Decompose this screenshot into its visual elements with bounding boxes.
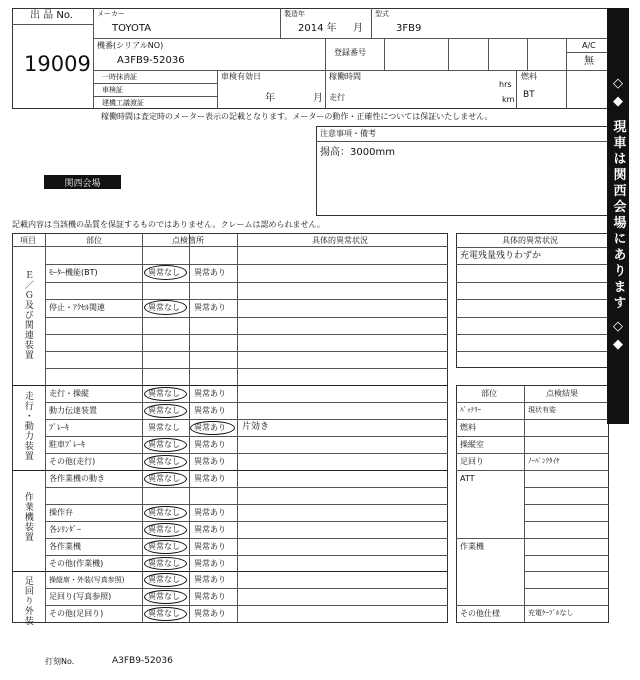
part-power: 動力伝達装置 [49,406,97,415]
part-control-valve: 操作弁 [49,508,73,517]
part-work-units: 各作業機 [49,542,81,551]
ng-work-motion: 異常あり [194,474,226,483]
ok-brake: 異常なし [148,423,180,432]
hrs-unit: hrs [499,80,512,89]
ok-circle-power [144,404,187,418]
ok-circle-steering [144,387,187,401]
result-other-value: 充電ｹｰﾌﾞﾙなし [528,609,574,617]
ok-circle-cabin-exterior [144,573,187,587]
ng-steering: 異常あり [194,389,226,398]
ok-circle-work-units [144,540,187,554]
travel-label: 走行 [329,93,345,102]
ng-undercarriage: 異常あり [194,592,226,601]
inspection-month: 月 [313,93,323,104]
part-foot-other: その他(足回り) [49,609,104,618]
year-value: 2014 年 [298,23,337,34]
part-stop-accel: 停止・ｱｸｾﾙ関連 [49,303,105,312]
venue-badge: 関西会場 [44,175,121,189]
inspection-year: 年 [265,93,275,104]
disclaimer: 記載内容は当該機の品質を保証するものではありません。クレームは認められません。 [12,220,325,229]
fuel-label: 燃料 [521,72,537,81]
ng-motor: 異常あり [194,268,226,277]
ng-cabin-exterior: 異常あり [194,575,226,584]
group-drive: 走行・動力装置 [22,391,33,461]
ok-power: 異常なし [148,406,180,415]
ok-stop-accel: 異常なし [148,303,180,312]
ok-circle-parking-brake [144,438,187,452]
result-part-fuel: 燃料 [460,423,476,432]
ng-power: 異常あり [194,406,226,415]
km-unit: km [502,95,515,104]
vehicle-inspection-label: 車検有効日 [221,72,261,81]
ok-steering: 異常なし [148,389,180,398]
inspection-doc-1: 一時抹消証 [102,73,137,81]
hours-label: 稼働時間 [329,72,361,81]
header-part: 部位 [86,236,102,245]
ok-work-motion: 異常なし [148,474,180,483]
ng-work-units: 異常あり [194,542,226,551]
model-label: 型式 [375,10,389,18]
month-suffix: 月 [353,23,363,34]
group-work: 作業機装置 [22,492,33,542]
notes-label: 注意事項・備考 [320,129,376,138]
ok-circle-stop-accel [144,300,187,315]
results-header-part: 部位 [481,389,497,398]
ng-stop-accel: 異常あり [194,303,226,312]
notes-box [316,126,609,216]
result-att: ATT [460,474,475,483]
ok-circle-control-valve [144,506,187,520]
ok-motor: 異常なし [148,268,180,277]
part-cylinders: 各ｼﾘﾝﾀﾞｰ [49,525,81,534]
ok-cabin-exterior: 異常なし [148,575,180,584]
ng-work-other: 異常あり [194,559,226,568]
ng-control-valve: 異常あり [194,508,226,517]
ng-parking-brake: 異常あり [194,440,226,449]
notes-content: 揚高：3000mm [320,147,395,158]
fuel-value: BT [523,90,535,100]
footer-value: A3FB9-52036 [112,656,173,666]
ok-circle-undercarriage [144,590,187,604]
serial-value: A3FB9-52036 [117,55,185,66]
model-value: 3FB9 [396,23,422,34]
ac-label: A/C [582,41,596,50]
year-label: 製造年 [284,10,305,18]
part-work-other: その他(作業機) [49,559,104,568]
part-steering: 走行・操縦 [49,389,89,398]
ok-cylinders: 異常なし [148,525,180,534]
ng-circle-brake [190,421,235,435]
part-motor: ﾓｰﾀｰ機能(BT) [49,268,98,277]
ok-work-other: 異常なし [148,559,180,568]
header-inspect: 点検箇所 [172,236,204,245]
ng-foot-other: 異常あり [194,609,226,618]
ok-circle-work-motion [144,472,187,486]
ok-parking-brake: 異常なし [148,440,180,449]
ok-work-units: 異常なし [148,542,180,551]
part-undercarriage: 足回り(写真参照) [49,592,112,601]
header-item: 項目 [20,236,36,245]
group-engine: Ｅ／Ｇ及び関連装置 [22,270,33,360]
detail-brake: 片効き [242,422,270,432]
ok-drive-other: 異常なし [148,457,180,466]
result-part-foot: 足回り [460,457,484,466]
ok-foot-other: 異常なし [148,609,180,618]
result-value-foot: ﾉｰﾊﾟﾝｸﾀｲﾔ [528,457,560,465]
ac-value: 無 [584,56,594,67]
result-part-cabin: 操縦室 [460,440,484,449]
serial-label: 機番(シリアルNO) [97,41,164,50]
result-value-battery: 現状有姿 [528,406,556,414]
lot-number: 19009 [24,52,91,76]
header-detail: 具体的異常状況 [312,236,368,245]
ng-cylinders: 異常あり [194,525,226,534]
ok-undercarriage: 異常なし [148,592,180,601]
ok-circle-foot-other [144,607,187,621]
registration-label: 登録番号 [334,48,366,57]
venue-banner: ◇◆ 現車は関西会場にあります ◇◆ [607,8,629,424]
ok-circle-cylinders [144,523,187,537]
ok-circle-motor [144,265,187,280]
footer-label: 打刻No. [45,657,75,666]
part-brake: ﾌﾞﾚｰｷ [49,423,69,432]
inspection-doc-3: 建機工議渡証 [102,99,144,107]
ng-drive-other: 異常あり [194,457,226,466]
part-cabin-exterior: 操縦席・外装(写真参照) [49,576,125,584]
maker-label: メーカー [97,10,125,18]
part-drive-other: その他(走行) [49,457,96,466]
right-detail-header: 具体的異常状況 [502,236,558,245]
ok-control-valve: 異常なし [148,508,180,517]
result-part-battery: ﾊﾞｯﾃﾘｰ [460,406,481,414]
maker-value: TOYOTA [112,23,152,34]
result-work: 作業機 [460,542,484,551]
inspection-doc-2: 車検証 [102,86,123,94]
hours-note: 稼働時間は査定時のメーター表示の記載となります。メーターの動作・正確性については保証いたしません。 [101,112,493,121]
group-foot: 足回り外装 [22,576,33,626]
result-other-spec: その他仕様 [460,609,500,618]
ng-brake: 異常あり [194,423,226,432]
part-parking-brake: 駐車ﾌﾞﾚｰｷ [49,440,85,449]
ok-circle-drive-other [144,455,187,469]
part-work-motion: 各作業機の動き [49,474,105,483]
lot-label: 出 品 No. [30,10,73,21]
ok-circle-work-other [144,557,187,570]
right-detail-first: 充電残量残りわずか [460,251,542,261]
results-header-result: 点検結果 [546,389,578,398]
